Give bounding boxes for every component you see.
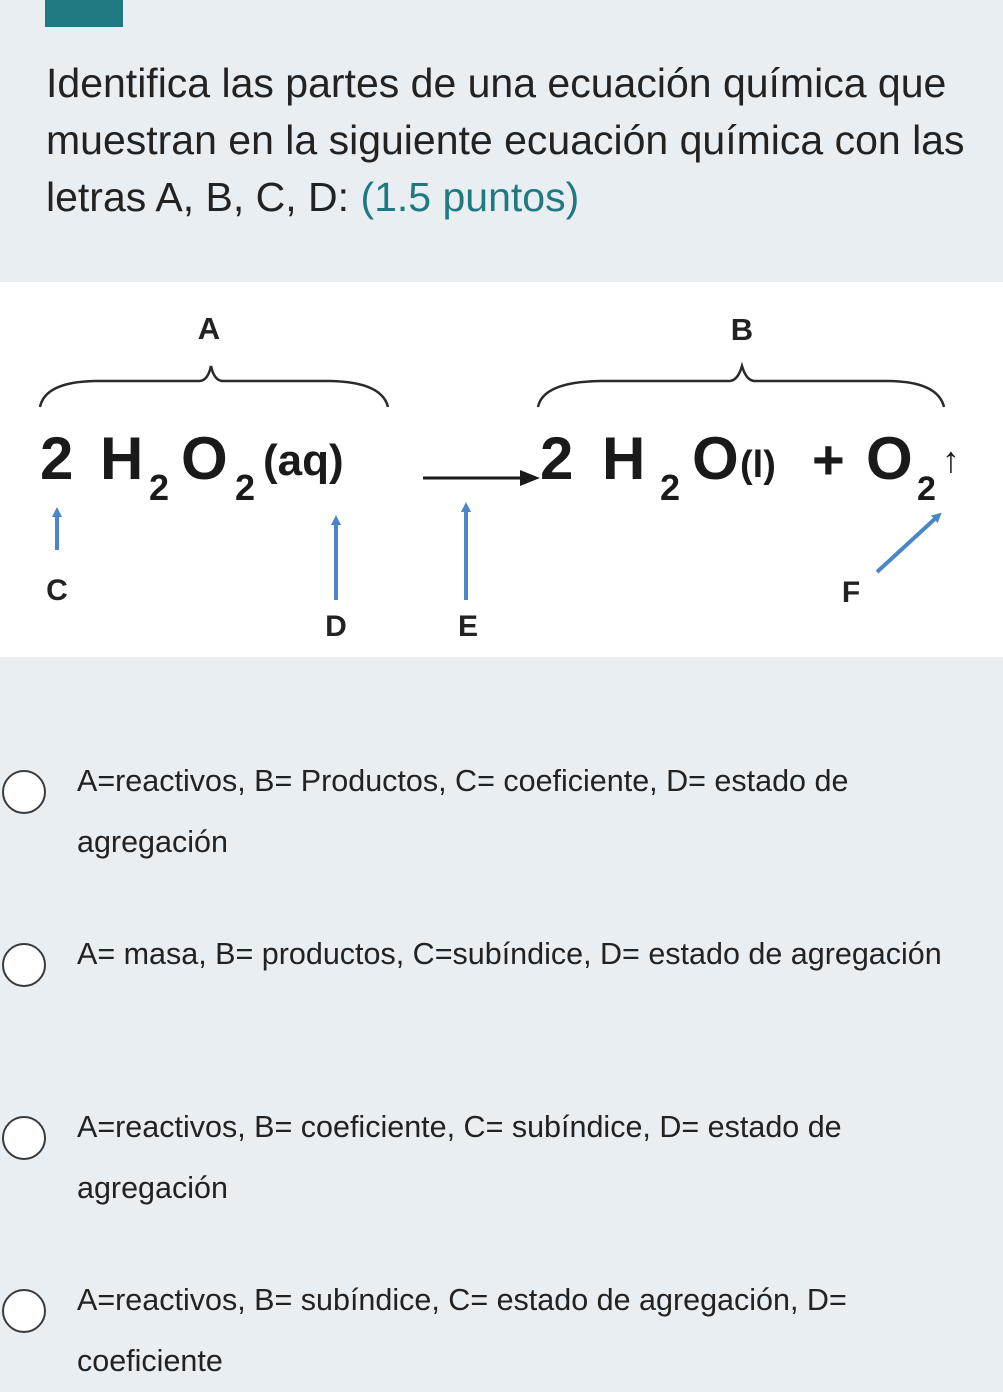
- radio-button[interactable]: [2, 770, 46, 814]
- equation-figure: [0, 282, 1003, 657]
- radio-button[interactable]: [2, 943, 46, 987]
- product-gas-sub: 2: [917, 470, 936, 508]
- product-element-o: O: [692, 425, 739, 492]
- product-gas: O: [866, 425, 913, 492]
- equation-diagram: [0, 282, 1003, 657]
- product-plus: +: [812, 428, 845, 491]
- option-3[interactable]: [0, 1043, 1003, 1203]
- label-b: B: [730, 312, 754, 347]
- option-2[interactable]: [0, 870, 1003, 1030]
- option-label: A=reactivos, B= coeficiente, C= subíndice, D= estado de agregación: [77, 1110, 842, 1205]
- reaction-arrowhead: [520, 470, 540, 486]
- reactant-sub-o: 2: [235, 467, 256, 508]
- reactant-coefficient: 2: [40, 425, 74, 492]
- option-4[interactable]: [0, 1216, 1003, 1376]
- product-formula: [540, 425, 960, 508]
- question-points: (1.5 puntos): [360, 174, 580, 220]
- label-d: D: [325, 610, 347, 643]
- product-gas-arrow: ↑: [942, 439, 960, 480]
- product-coefficient: 2: [540, 425, 574, 492]
- label-a: A: [197, 311, 221, 346]
- radio-button[interactable]: [2, 1116, 46, 1160]
- reactant-state: (aq): [263, 436, 344, 485]
- label-e: E: [457, 610, 479, 643]
- brace-b: [538, 366, 944, 407]
- question-text: [46, 55, 976, 226]
- option-label: A=reactivos, B= Productos, C= coeficiente, D= estado de agregación: [77, 764, 849, 859]
- reactant-sub-h: 2: [149, 467, 170, 508]
- product-sub-h: 2: [660, 467, 681, 508]
- option-label: A= masa, B= productos, C=subíndice, D= estado de agregación: [77, 937, 942, 971]
- product-state: (l): [740, 444, 776, 486]
- product-element-h: H: [602, 425, 646, 492]
- radio-button[interactable]: [2, 1289, 46, 1333]
- option-1[interactable]: [0, 697, 1003, 857]
- reactant-element-h: H: [100, 425, 144, 492]
- option-label: A=reactivos, B= subíndice, C= estado de agregación, D= coeficiente: [77, 1283, 847, 1378]
- label-c: C: [46, 574, 68, 607]
- brace-a: [40, 366, 388, 407]
- question-body: Identifica las partes de una ecuación química que muestran en la siguiente ecuación química con las letras A, B, C, D:: [46, 60, 965, 220]
- arrow-f: [877, 516, 938, 572]
- reactant-formula: [40, 425, 344, 508]
- label-f: F: [841, 576, 861, 609]
- reactant-element-o: O: [181, 425, 228, 492]
- header-tab: [45, 0, 123, 27]
